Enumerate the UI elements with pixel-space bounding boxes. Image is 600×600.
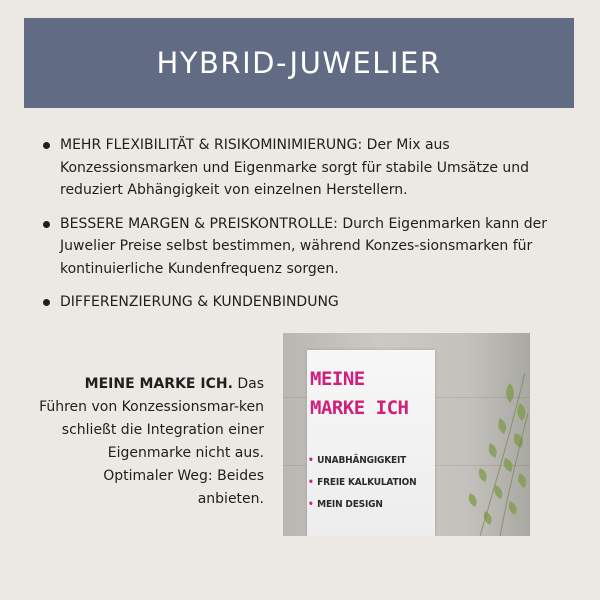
plant-leaves-icon	[450, 373, 530, 536]
bullet-item	[42, 134, 562, 202]
poster-photo	[283, 333, 530, 536]
header-banner	[24, 18, 574, 108]
bullet-dot-icon	[43, 221, 50, 228]
poster-list-item	[308, 472, 416, 494]
bullet-heading: MEHR FLEXIBILITÄT & RISIKOMINIMIERUNG:	[60, 137, 363, 153]
bullet-item	[42, 213, 562, 281]
poster-list-item	[308, 450, 416, 472]
poster-title-line: MARKE ICH	[310, 397, 409, 419]
poster-item-label: MEIN DESIGN	[317, 499, 383, 510]
bullet-text: Durch Eigenmarken kann der Juwelier Preise selbst bestimmen, während Konzes-sionsmarken für kontinuierliche Kundenfrequenz sorgen.	[60, 215, 547, 277]
bullet-dot-icon	[43, 142, 50, 149]
caption-text: Das Führen von Konzessionsmar-ken schließt die Integration einer Eigenmarke nicht aus. Optimaler Weg: Beides anbieten.	[39, 376, 264, 507]
page-title: HYBRID-JUWELIER	[156, 46, 442, 80]
poster-bullet-icon: •	[308, 499, 314, 510]
poster-title-line: MEINE	[310, 368, 365, 390]
bullet-heading: DIFFERENZIERUNG & KUNDENBINDUNG	[60, 294, 339, 310]
poster-list	[308, 450, 429, 516]
poster-title	[310, 365, 420, 423]
bullet-item	[42, 291, 562, 314]
bullet-text: Der Mix aus Konzessionsmarken und Eigenmarke sorgt für stabile Umsätze und reduziert Abhängigkeit von einzelnen Herstellern.	[60, 137, 530, 198]
bullet-list	[42, 134, 562, 325]
caption-heading: MEINE MARKE ICH.	[84, 376, 233, 392]
poster-list-item	[308, 494, 416, 516]
image-caption	[38, 373, 264, 511]
poster-bullet-icon: •	[308, 477, 314, 488]
bullet-heading: BESSERE MARGEN & PREISKONTROLLE:	[60, 215, 338, 232]
bullet-dot-icon	[43, 299, 50, 306]
poster-item-label: FREIE KALKULATION	[317, 477, 417, 488]
poster-bullet-icon: •	[308, 455, 314, 466]
poster-item-label: UNABHÄNGIGKEIT	[317, 455, 407, 466]
